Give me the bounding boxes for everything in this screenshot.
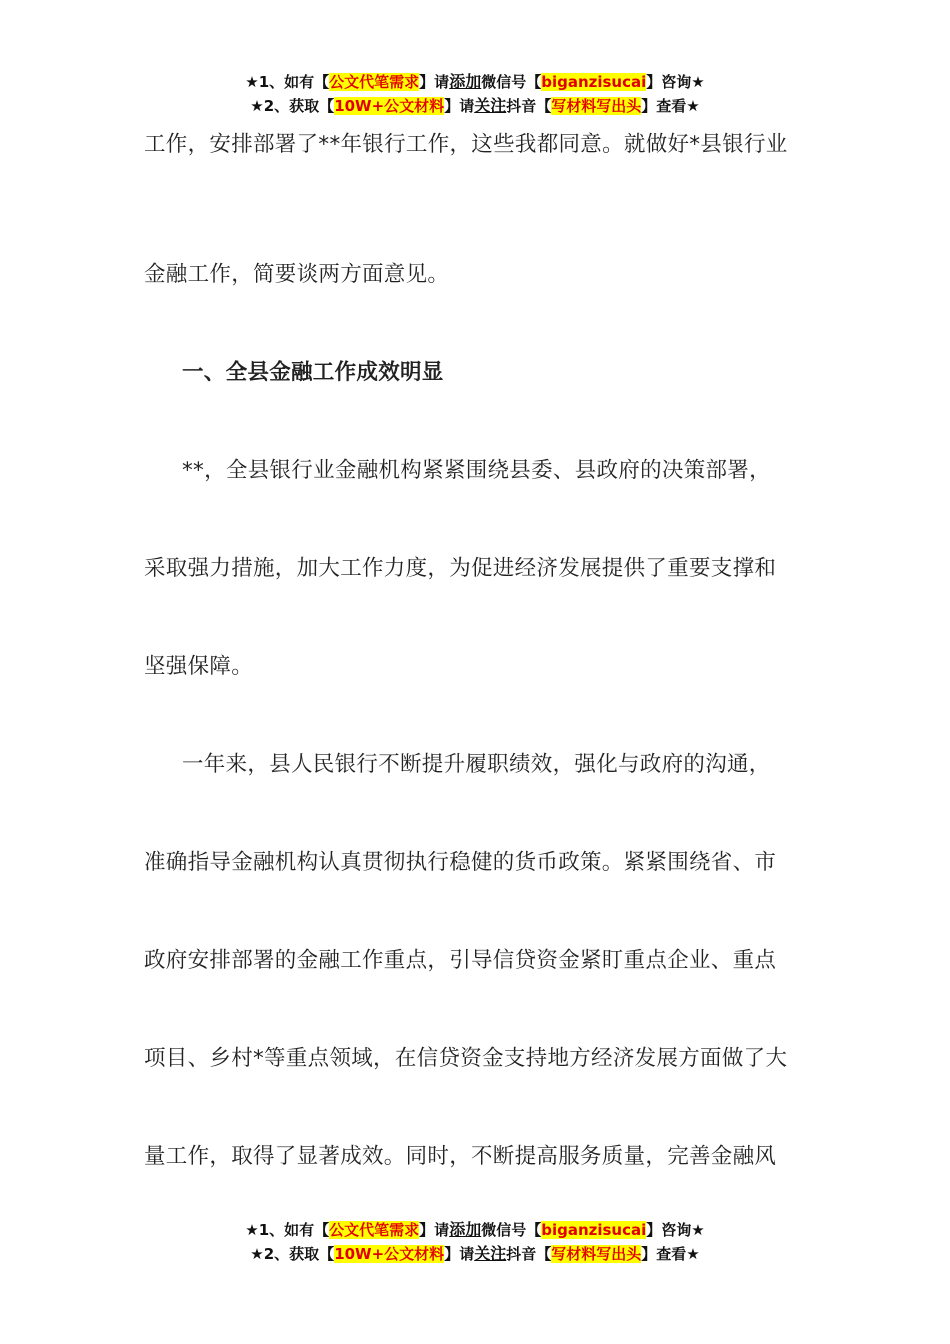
banner-text: ★1、如有【 bbox=[245, 73, 330, 91]
banner-text: 】查看★ bbox=[641, 1245, 700, 1263]
banner-wechat-id: biganzisucai bbox=[541, 73, 647, 91]
banner-highlight: 10W+公文材料 bbox=[334, 97, 445, 115]
banner-text: 】请 bbox=[444, 97, 475, 115]
banner-highlight: 10W+公文材料 bbox=[334, 1245, 445, 1263]
banner-text: 】请 bbox=[419, 1221, 450, 1239]
banner-underline: 添加 bbox=[449, 72, 482, 91]
body-line: 坚强保障。 bbox=[144, 654, 254, 679]
banner-text: 】咨询★ bbox=[646, 73, 705, 91]
body-line: 政府安排部署的金融工作重点，引导信贷资金紧盯重点企业、重点 bbox=[144, 948, 777, 973]
document-body bbox=[144, 128, 808, 1206]
banner-text: ★2、获取【 bbox=[250, 97, 335, 115]
banner-line-2 bbox=[0, 1242, 950, 1266]
banner-text: 抖音【 bbox=[506, 97, 552, 115]
footer-banner bbox=[0, 1218, 950, 1266]
banner-text: 微信号【 bbox=[481, 73, 542, 91]
banner-text: 】咨询★ bbox=[646, 1221, 705, 1239]
body-line: **，全县银行业金融机构紧紧围绕县委、县政府的决策部署， bbox=[182, 458, 771, 483]
banner-wechat-id: biganzisucai bbox=[541, 1221, 647, 1239]
banner-highlight: 公文代笔需求 bbox=[329, 73, 420, 91]
banner-line-1 bbox=[0, 70, 950, 94]
banner-underline: 关注 bbox=[474, 96, 507, 115]
body-line: 项目、乡村*等重点领域，在信贷资金支持地方经济发展方面做了大 bbox=[144, 1046, 788, 1071]
banner-text: 】请 bbox=[444, 1245, 475, 1263]
body-line: 采取强力措施，加大工作力度，为促进经济发展提供了重要支撑和 bbox=[144, 556, 777, 581]
body-line: 量工作，取得了显著成效。同时，不断提高服务质量，完善金融风 bbox=[144, 1144, 777, 1169]
banner-highlight: 公文代笔需求 bbox=[329, 1221, 420, 1239]
body-line: 一年来，县人民银行不断提升履职绩效，强化与政府的沟通， bbox=[182, 752, 771, 777]
banner-text: ★2、获取【 bbox=[250, 1245, 335, 1263]
banner-line-2 bbox=[0, 94, 950, 118]
banner-text: 】查看★ bbox=[641, 97, 700, 115]
header-banner bbox=[0, 70, 950, 118]
body-line: 准确指导金融机构认真贯彻执行稳健的货币政策。紧紧围绕省、市 bbox=[144, 850, 777, 875]
banner-douyin-id: 写材料写出头 bbox=[551, 1245, 642, 1263]
body-line: 工作，安排部署了**年银行工作，这些我都同意。就做好*县银行业 bbox=[144, 132, 788, 157]
section-heading: 一、全县金融工作成效明显 bbox=[182, 360, 444, 385]
banner-douyin-id: 写材料写出头 bbox=[551, 97, 642, 115]
banner-text: 抖音【 bbox=[506, 1245, 552, 1263]
banner-line-1 bbox=[0, 1218, 950, 1242]
banner-text: ★1、如有【 bbox=[245, 1221, 330, 1239]
banner-text: 】请 bbox=[419, 73, 450, 91]
banner-text: 微信号【 bbox=[481, 1221, 542, 1239]
banner-underline: 关注 bbox=[474, 1244, 507, 1263]
body-line: 金融工作，简要谈两方面意见。 bbox=[144, 262, 450, 287]
banner-underline: 添加 bbox=[449, 1220, 482, 1239]
